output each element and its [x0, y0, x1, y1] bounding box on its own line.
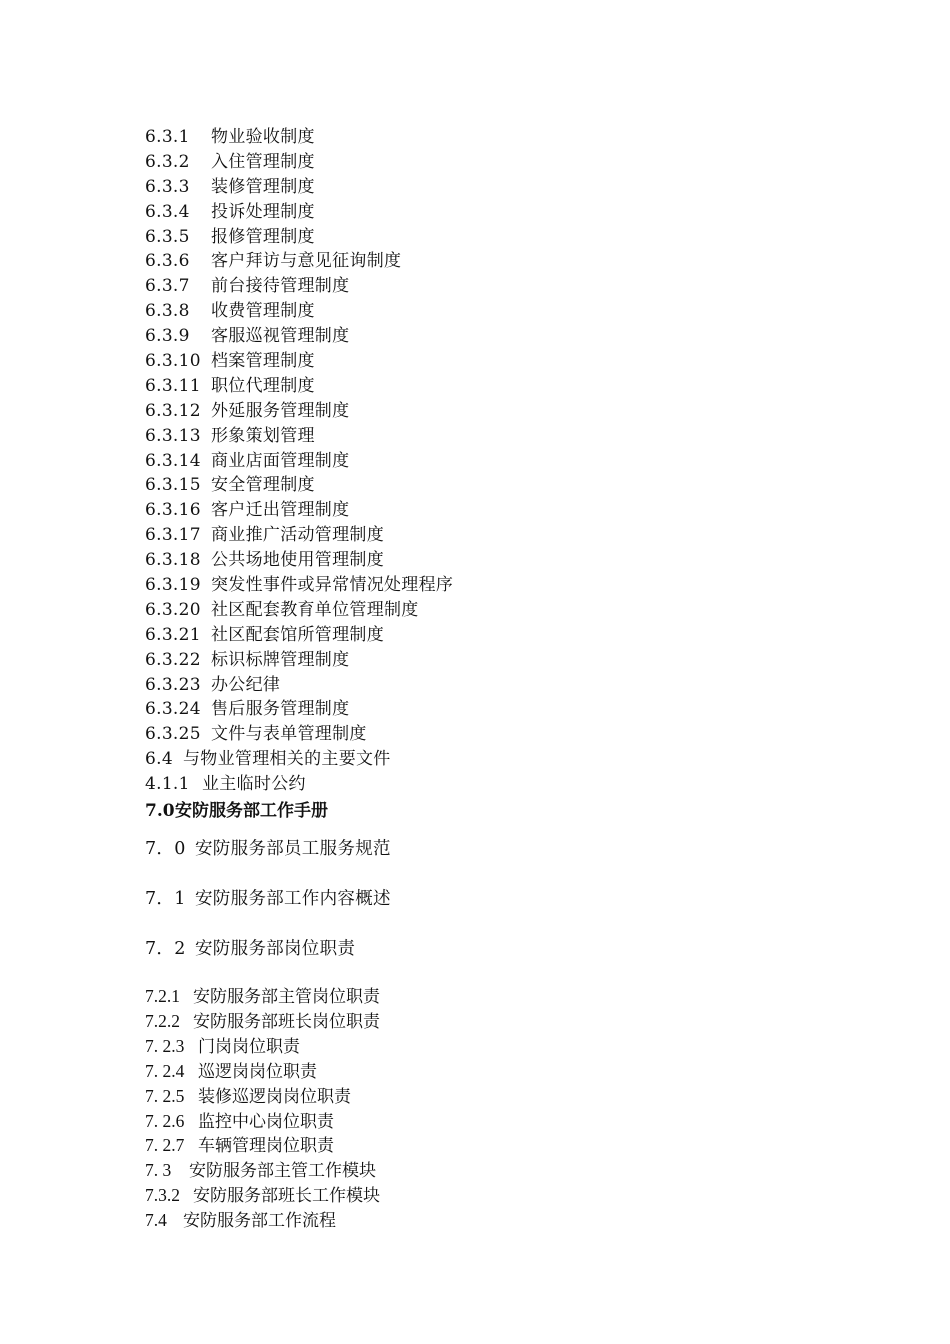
section-7-1 — [145, 886, 845, 912]
section-title: 安防服务部工作内容概述 — [195, 889, 391, 910]
section-7-2 — [145, 936, 845, 962]
toc-item-title: 安防服务部主管工作模块 — [189, 1161, 376, 1182]
toc-item — [145, 225, 845, 250]
toc-item-title: 客户迁出管理制度 — [211, 500, 350, 521]
toc-item-number: 6.3.24 — [145, 699, 201, 720]
toc-item — [145, 449, 845, 474]
toc-item-title: 文件与表单管理制度 — [211, 724, 367, 745]
section-63-list — [145, 125, 845, 747]
toc-item-number: 6.3.17 — [145, 525, 201, 546]
toc-item — [145, 150, 845, 175]
section-title: 安防服务部员工服务规范 — [195, 839, 391, 860]
toc-item — [145, 349, 845, 374]
toc-item-title: 商业推广活动管理制度 — [211, 525, 384, 546]
toc-item — [145, 1009, 845, 1034]
toc-item-title: 标识标牌管理制度 — [211, 649, 350, 670]
section-7-0 — [145, 836, 845, 862]
toc-item — [145, 1059, 845, 1084]
toc-item-number: 7. 2.6 — [145, 1110, 185, 1131]
toc-item-title: 社区配套馆所管理制度 — [211, 624, 384, 645]
toc-item — [145, 125, 845, 150]
toc-item-title: 职位代理制度 — [211, 375, 315, 396]
toc-item-number: 6.3.8 — [145, 301, 190, 322]
toc-item-title: 售后服务管理制度 — [211, 699, 350, 720]
toc-item-number: 6.3.6 — [145, 251, 190, 272]
toc-item — [145, 1084, 845, 1109]
toc-item-title: 投诉处理制度 — [211, 201, 315, 222]
toc-item — [145, 498, 845, 523]
toc-item — [145, 573, 845, 598]
toc-item-title: 安防服务部班长岗位职责 — [193, 1011, 380, 1032]
toc-item-number: 6.3.19 — [145, 575, 201, 596]
toc-item-title: 社区配套教育单位管理制度 — [211, 599, 419, 620]
toc-item-number: 4.1.1 — [145, 774, 190, 795]
toc-item-number: 7. 2.7 — [145, 1135, 185, 1156]
toc-item — [145, 324, 845, 349]
heading-title: 安防服务部工作手册 — [175, 801, 328, 822]
toc-item-7-3-2 — [145, 1183, 845, 1208]
toc-item-number: 6.3.3 — [145, 176, 190, 197]
toc-item-title: 门岗岗位职责 — [198, 1036, 300, 1057]
toc-item — [145, 722, 845, 747]
toc-item-number: 7. 3 — [145, 1160, 172, 1181]
toc-item-title: 巡逻岗岗位职责 — [198, 1061, 317, 1082]
toc-item-title: 前台接待管理制度 — [211, 276, 350, 297]
toc-item-title: 装修管理制度 — [211, 176, 315, 197]
toc-item-title: 外延服务管理制度 — [211, 400, 350, 421]
toc-item — [145, 249, 845, 274]
section-number: 7．1 — [145, 889, 186, 910]
toc-item-title: 入住管理制度 — [211, 151, 315, 172]
toc-item-title: 安全管理制度 — [211, 475, 315, 496]
chapter-heading-7-0 — [145, 798, 845, 824]
toc-item — [145, 598, 845, 623]
toc-item-4-1-1 — [145, 772, 845, 797]
toc-item-title: 报修管理制度 — [211, 226, 315, 247]
toc-item — [145, 299, 845, 324]
toc-item-title: 安防服务部工作流程 — [183, 1211, 336, 1232]
toc-item-number: 6.3.10 — [145, 351, 201, 372]
toc-item-title: 物业验收制度 — [211, 127, 315, 147]
toc-item-title: 形象策划管理 — [211, 425, 315, 446]
toc-item-number: 6.4 — [145, 749, 173, 770]
toc-item — [145, 623, 845, 648]
toc-item-title: 装修巡逻岗岗位职责 — [198, 1086, 351, 1107]
toc-item-number: 6.3.5 — [145, 226, 190, 247]
heading-number: 7.0 — [145, 801, 175, 822]
toc-item-title: 安防服务部班长工作模块 — [193, 1186, 380, 1207]
section-number: 7．2 — [145, 939, 186, 960]
toc-item-number: 6.3.15 — [145, 475, 201, 496]
toc-item-number: 6.3.18 — [145, 550, 201, 571]
toc-item-number: 6.3.23 — [145, 674, 201, 695]
toc-item — [145, 984, 845, 1009]
toc-item — [145, 473, 845, 498]
toc-item-title: 突发性事件或异常情况处理程序 — [211, 575, 454, 596]
toc-item-title: 公共场地使用管理制度 — [211, 550, 384, 571]
toc-item — [145, 1133, 845, 1158]
toc-item — [145, 175, 845, 200]
toc-item — [145, 399, 845, 424]
toc-item-number: 7.3.2 — [145, 1185, 180, 1206]
toc-item-7-4 — [145, 1208, 845, 1233]
toc-item-number: 7. 2.3 — [145, 1035, 185, 1056]
table-of-contents — [145, 125, 845, 1233]
toc-item-number: 6.3.1 — [145, 127, 190, 147]
toc-item-title: 办公纪律 — [211, 674, 281, 695]
toc-item — [145, 200, 845, 225]
toc-item — [145, 548, 845, 573]
toc-item-7-3 — [145, 1158, 845, 1183]
toc-item-title: 客服巡视管理制度 — [211, 326, 350, 347]
toc-item — [145, 1034, 845, 1059]
toc-item-number: 7. 2.5 — [145, 1085, 185, 1106]
toc-item-number: 7.2.1 — [145, 986, 180, 1007]
toc-item-title: 业主临时公约 — [202, 774, 306, 795]
toc-item — [145, 374, 845, 399]
toc-item-number: 6.3.25 — [145, 724, 201, 745]
toc-item-number: 6.3.2 — [145, 151, 190, 172]
toc-item-title: 车辆管理岗位职责 — [198, 1136, 334, 1157]
toc-item-number: 6.3.9 — [145, 326, 190, 347]
toc-item-number: 6.3.4 — [145, 201, 190, 222]
toc-item — [145, 274, 845, 299]
toc-item-number: 7.2.2 — [145, 1010, 180, 1031]
section-number: 7．0 — [145, 839, 186, 860]
toc-item-title: 与物业管理相关的主要文件 — [183, 749, 391, 770]
toc-item-number: 6.3.13 — [145, 425, 201, 446]
toc-item-number: 7.4 — [145, 1210, 167, 1231]
toc-item — [145, 523, 845, 548]
section-title: 安防服务部岗位职责 — [195, 939, 356, 960]
toc-item-number: 6.3.20 — [145, 599, 201, 620]
toc-item-number: 6.3.22 — [145, 649, 201, 670]
toc-item-title: 收费管理制度 — [211, 301, 315, 322]
toc-item-number: 6.3.7 — [145, 276, 190, 297]
toc-item — [145, 648, 845, 673]
toc-item-number: 6.3.12 — [145, 400, 201, 421]
toc-item-number: 6.3.11 — [145, 375, 201, 396]
toc-item-title: 档案管理制度 — [211, 351, 315, 372]
toc-item-6-4 — [145, 747, 845, 772]
toc-item-title: 监控中心岗位职责 — [198, 1111, 334, 1132]
toc-item — [145, 697, 845, 722]
toc-item-number: 6.3.14 — [145, 450, 201, 471]
section-72-list — [145, 984, 845, 1158]
toc-item — [145, 1109, 845, 1134]
toc-item-title: 安防服务部主管岗位职责 — [193, 987, 380, 1008]
toc-item-title: 客户拜访与意见征询制度 — [211, 251, 402, 272]
toc-item-number: 7. 2.4 — [145, 1060, 185, 1081]
toc-item — [145, 673, 845, 698]
toc-item-number: 6.3.16 — [145, 500, 201, 521]
toc-item-number: 6.3.21 — [145, 624, 201, 645]
toc-item-title: 商业店面管理制度 — [211, 450, 350, 471]
toc-item — [145, 424, 845, 449]
